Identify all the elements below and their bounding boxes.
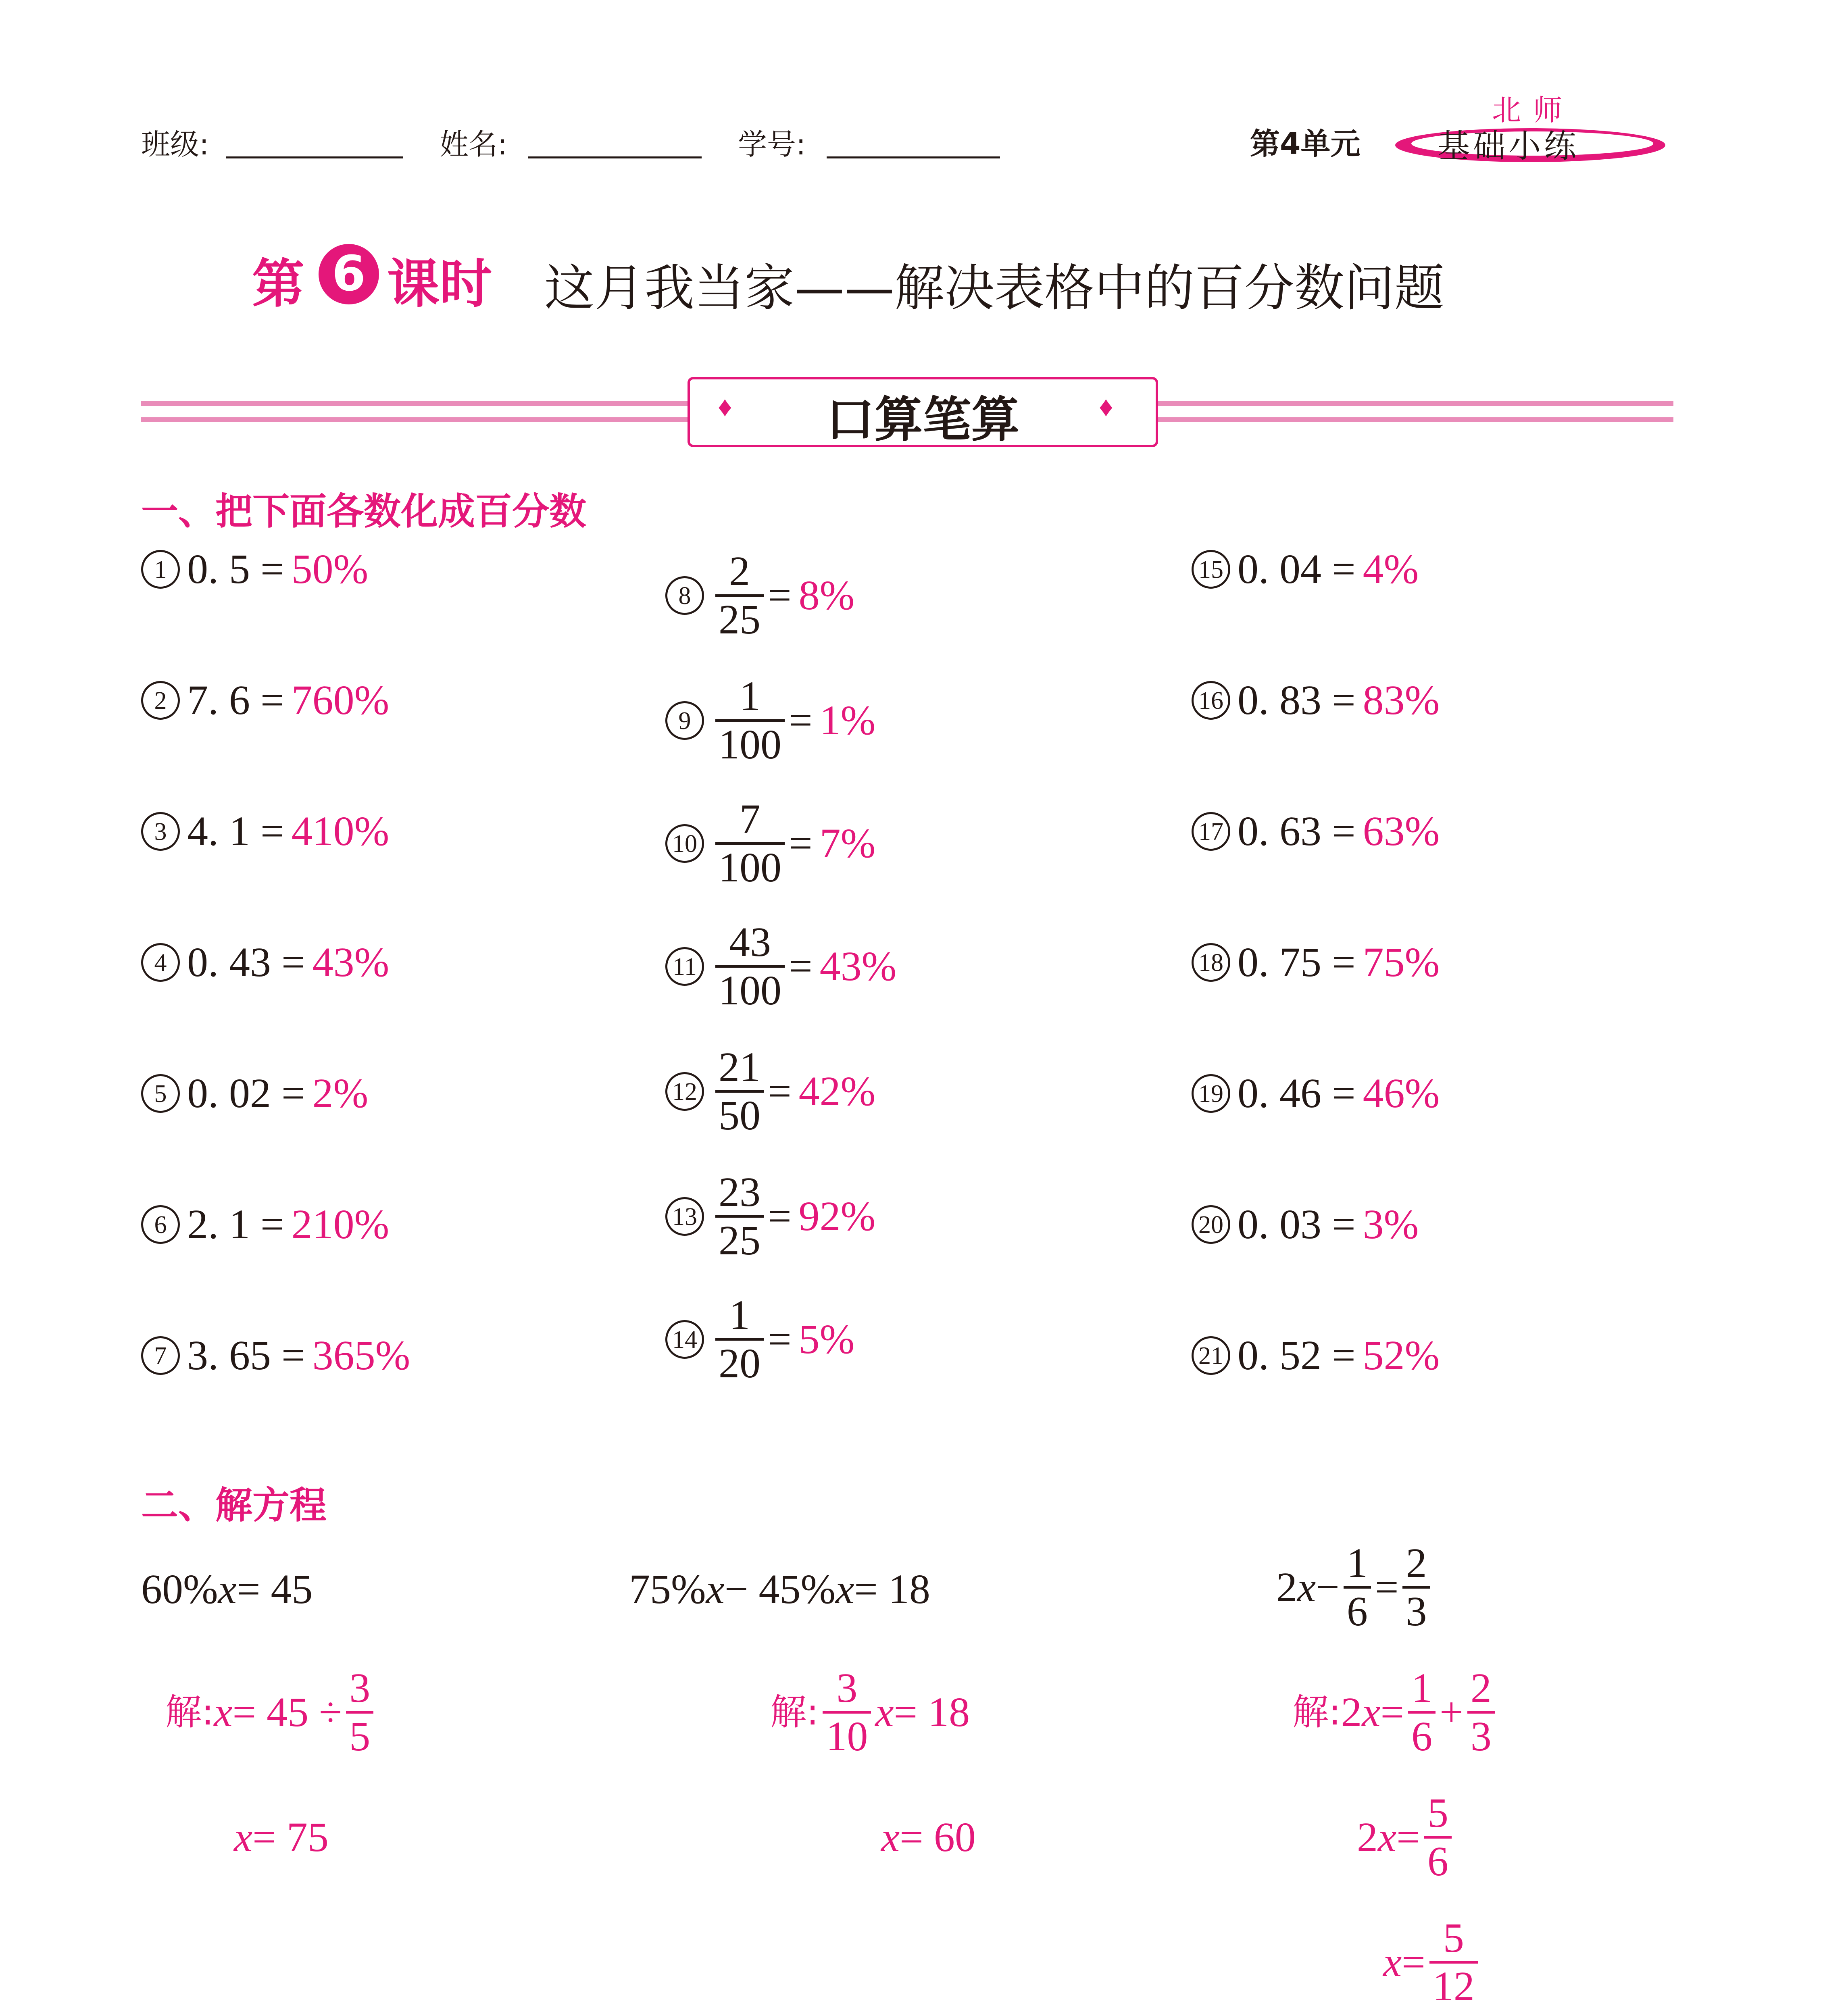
- answer: 43%: [819, 943, 897, 990]
- denominator: 25: [719, 1217, 760, 1264]
- eq-variable: x: [706, 1566, 725, 1612]
- circle-number: 12: [665, 1072, 704, 1111]
- equation-1-solution: [165, 1665, 377, 1760]
- eq-variable: x: [214, 1689, 233, 1736]
- fraction: [1344, 1540, 1371, 1635]
- equation-2-answer: [881, 1816, 976, 1858]
- diamond-icon: ♦: [718, 392, 732, 423]
- answer: 43%: [312, 939, 390, 985]
- problem-2: [141, 679, 389, 721]
- eq-variable: x: [234, 1814, 253, 1860]
- part2-heading: 二、解方程: [141, 1484, 327, 1527]
- answer: 4%: [1363, 546, 1419, 592]
- equals-sign: =: [789, 943, 813, 990]
- eq-variable: x: [875, 1689, 894, 1736]
- question: 0. 02 =: [187, 1070, 305, 1116]
- problem-5: [141, 1070, 369, 1116]
- denominator: 5: [349, 1713, 371, 1760]
- fraction: [1402, 1540, 1430, 1635]
- question: 0. 52 =: [1238, 1332, 1356, 1379]
- denominator: 3: [1470, 1713, 1492, 1760]
- lesson-number-badge: 6: [319, 244, 379, 304]
- problem-14: [665, 1292, 854, 1387]
- fraction: [1467, 1665, 1495, 1760]
- equation-2: [629, 1568, 930, 1610]
- eq-text: = 60: [900, 1814, 976, 1860]
- eq-variable: x: [218, 1566, 237, 1612]
- equation-1-answer: [234, 1816, 329, 1858]
- class-label: 班级:: [141, 127, 209, 161]
- eq-text: 2: [1276, 1564, 1297, 1611]
- numerator: 1: [715, 673, 785, 722]
- denominator: 6: [1427, 1838, 1448, 1885]
- circle-number: 17: [1192, 812, 1230, 851]
- equals-sign: =: [789, 697, 813, 744]
- problem-15: [1192, 548, 1419, 590]
- numerator: 21: [715, 1044, 764, 1093]
- circle-number: 4: [141, 943, 180, 982]
- problem-8: [665, 548, 854, 643]
- circle-number: 8: [665, 576, 704, 615]
- question: 0. 03 =: [1238, 1201, 1356, 1248]
- answer: 760%: [291, 677, 390, 723]
- lesson-suffix: 课时: [387, 253, 492, 314]
- student-id-blank[interactable]: [827, 128, 1000, 158]
- solution-label: 解:: [165, 1691, 214, 1734]
- question: 7. 6 =: [187, 677, 284, 723]
- name-label: 姓名:: [440, 127, 508, 161]
- eq-variable: x: [1378, 1814, 1397, 1861]
- problem-4: [141, 941, 389, 983]
- answer: 5%: [798, 1316, 855, 1363]
- fraction: [823, 1665, 871, 1760]
- fraction: [715, 548, 764, 643]
- circle-number: 11: [665, 947, 704, 986]
- circle-number: 18: [1192, 943, 1230, 982]
- denominator: 6: [1411, 1713, 1433, 1760]
- answer: 365%: [312, 1332, 410, 1379]
- brand-publisher: 北师: [1492, 93, 1575, 127]
- eq-variable: x: [881, 1814, 900, 1860]
- answer: 52%: [1363, 1332, 1440, 1379]
- eq-text: +: [1440, 1689, 1463, 1736]
- question: 4. 1 =: [187, 808, 284, 854]
- problem-10: [665, 796, 875, 891]
- numerator: 1: [1408, 1665, 1436, 1714]
- fraction: [715, 1292, 764, 1387]
- circle-number: 19: [1192, 1074, 1230, 1113]
- lesson-title: 这月我当家——解决表格中的百分数问题: [544, 259, 1445, 317]
- problem-3: [141, 810, 389, 852]
- eq-text: 75%: [629, 1566, 706, 1612]
- circle-number: 7: [141, 1336, 180, 1375]
- problem-20: [1192, 1201, 1419, 1248]
- numerator: 2: [1467, 1665, 1495, 1714]
- eq-text: 2: [1341, 1689, 1362, 1736]
- answer: 410%: [291, 808, 390, 854]
- eq-text: = 18: [894, 1689, 970, 1736]
- equals-sign: =: [768, 1068, 792, 1115]
- problem-12: [665, 1044, 875, 1139]
- numerator: 3: [823, 1665, 871, 1714]
- denominator: 20: [719, 1340, 760, 1387]
- circle-number: 15: [1192, 550, 1230, 589]
- answer: 1%: [819, 697, 876, 744]
- equals-sign: =: [768, 572, 792, 619]
- numerator: 23: [715, 1169, 764, 1218]
- circle-number: 21: [1192, 1336, 1230, 1375]
- denominator: 50: [719, 1092, 760, 1139]
- fraction: [715, 919, 785, 1014]
- circle-number: 13: [665, 1197, 704, 1236]
- class-blank[interactable]: [226, 128, 403, 158]
- eq-variable: x: [1383, 1939, 1402, 1986]
- answer: 42%: [798, 1068, 876, 1115]
- question: 0. 63 =: [1238, 808, 1356, 854]
- answer: 7%: [819, 820, 876, 867]
- denominator: 25: [719, 596, 760, 643]
- circle-number: 3: [141, 812, 180, 851]
- question: 0. 5 =: [187, 546, 284, 592]
- denominator: 3: [1406, 1588, 1427, 1635]
- solution-label: 解:: [770, 1691, 819, 1734]
- answer: 83%: [1363, 677, 1440, 723]
- eq-variable: x: [835, 1566, 854, 1612]
- numerator: 2: [1402, 1540, 1430, 1589]
- numerator: 5: [1424, 1790, 1452, 1839]
- question: 3. 65 =: [187, 1332, 305, 1379]
- numerator: 2: [715, 548, 764, 597]
- student-id-label: 学号:: [738, 127, 806, 161]
- numerator: 1: [715, 1292, 764, 1341]
- equation-3: [1276, 1540, 1434, 1635]
- fraction: [1429, 1915, 1478, 2010]
- eq-variable: x: [1362, 1689, 1381, 1736]
- problem-7: [141, 1332, 410, 1379]
- question: 0. 04 =: [1238, 546, 1356, 592]
- section-banner-title: 口算笔算: [826, 392, 1020, 448]
- part1-heading: 一、把下面各数化成百分数: [141, 490, 587, 533]
- numerator: 7: [715, 796, 785, 845]
- denominator: 100: [719, 721, 781, 768]
- numerator: 43: [715, 919, 785, 968]
- question: 0. 46 =: [1238, 1070, 1356, 1116]
- fraction: [715, 796, 785, 891]
- fraction: [715, 1044, 764, 1139]
- brand-series: 基础小练: [1438, 127, 1579, 165]
- eq-text: − 45%: [724, 1566, 836, 1612]
- circle-number: 9: [665, 701, 704, 740]
- fraction: [346, 1665, 373, 1760]
- denominator: 100: [719, 967, 781, 1014]
- problem-16: [1192, 679, 1440, 721]
- numerator: 1: [1344, 1540, 1371, 1589]
- answer: 92%: [798, 1193, 876, 1240]
- eq-text: = 75: [252, 1814, 329, 1860]
- fraction: [1408, 1665, 1436, 1760]
- answer: 3%: [1363, 1201, 1419, 1248]
- answer: 63%: [1363, 808, 1440, 854]
- fraction: [715, 673, 785, 768]
- question: 0. 43 =: [187, 939, 305, 985]
- fraction: [1424, 1790, 1452, 1885]
- problem-18: [1192, 941, 1440, 983]
- circle-number: 16: [1192, 681, 1230, 720]
- circle-number: 6: [141, 1205, 180, 1244]
- problem-11: [665, 919, 896, 1014]
- unit-label: 第4单元: [1250, 127, 1361, 161]
- equals-sign: =: [768, 1193, 792, 1240]
- denominator: 10: [826, 1713, 868, 1760]
- eq-text: 2: [1357, 1814, 1378, 1861]
- question: 0. 83 =: [1238, 677, 1356, 723]
- problem-6: [141, 1201, 390, 1248]
- eq-text: = 18: [854, 1566, 930, 1612]
- answer: 46%: [1363, 1070, 1440, 1116]
- equation-3-solution-step-2: [1357, 1790, 1456, 1885]
- circle-number: 5: [141, 1074, 180, 1113]
- equation-1: [141, 1568, 313, 1610]
- numerator: 5: [1429, 1915, 1478, 1964]
- problem-1: [141, 548, 368, 590]
- denominator: 6: [1346, 1588, 1368, 1635]
- circle-number: 1: [141, 550, 180, 589]
- eq-variable: x: [1297, 1564, 1316, 1611]
- circle-number: 20: [1192, 1205, 1230, 1244]
- eq-text: 60%: [141, 1566, 218, 1612]
- question: 2. 1 =: [187, 1201, 284, 1248]
- denominator: 12: [1432, 1963, 1475, 2010]
- lesson-prefix: 第: [252, 253, 305, 314]
- answer: 210%: [291, 1201, 390, 1248]
- answer: 2%: [312, 1070, 369, 1116]
- problem-13: [665, 1169, 875, 1264]
- fraction: [715, 1169, 764, 1264]
- numerator: 3: [346, 1665, 373, 1714]
- circle-number: 10: [665, 824, 704, 863]
- eq-text: =: [1380, 1689, 1404, 1736]
- name-blank[interactable]: [528, 128, 702, 158]
- denominator: 100: [719, 844, 781, 891]
- problem-19: [1192, 1070, 1440, 1116]
- equals-sign: =: [768, 1316, 792, 1363]
- eq-text: =: [1402, 1939, 1425, 1986]
- problem-21: [1192, 1332, 1440, 1379]
- circle-number: 14: [665, 1320, 704, 1359]
- problem-9: [665, 673, 875, 768]
- problem-17: [1192, 810, 1440, 852]
- equals-sign: =: [789, 820, 813, 867]
- eq-text: =: [1375, 1564, 1399, 1611]
- answer: 50%: [291, 546, 369, 592]
- equation-3-answer: [1383, 1915, 1482, 2010]
- eq-text: =: [1396, 1814, 1420, 1861]
- equation-3-solution-step-1: [1292, 1665, 1499, 1760]
- answer: 8%: [798, 572, 855, 619]
- answer: 75%: [1363, 939, 1440, 985]
- question: 0. 75 =: [1238, 939, 1356, 985]
- solution-label: 解:: [1292, 1691, 1341, 1734]
- diamond-icon: ♦: [1099, 392, 1113, 423]
- equation-2-solution: [770, 1665, 970, 1760]
- eq-text: = 45 ÷: [232, 1689, 342, 1736]
- eq-text: = 45: [236, 1566, 313, 1612]
- eq-text: −: [1316, 1564, 1340, 1611]
- circle-number: 2: [141, 681, 180, 720]
